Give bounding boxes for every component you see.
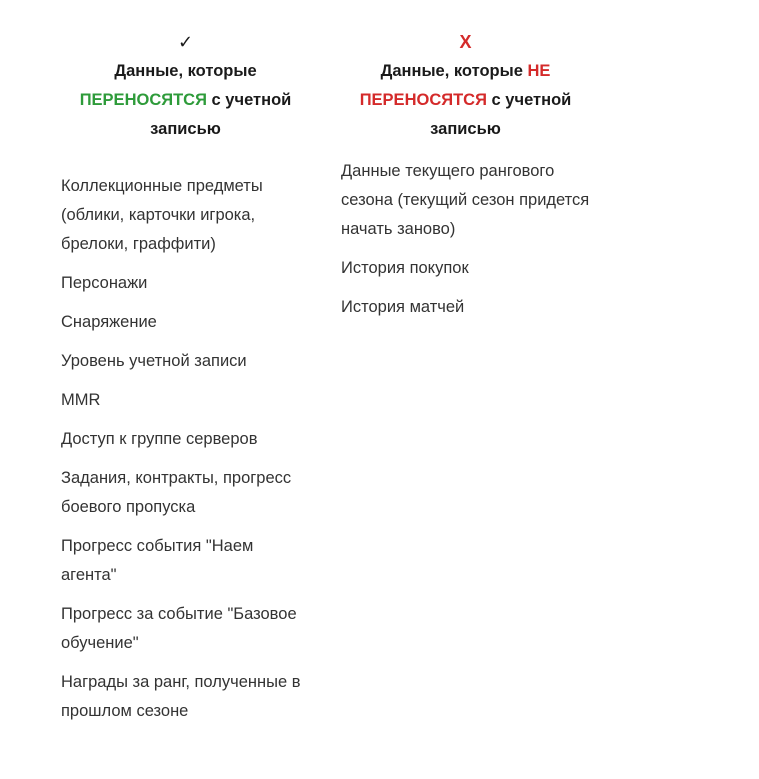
list-item: Прогресс события "Наем агента" [61,537,254,584]
not-transferred-heading-suffix: с учетной записью [430,91,572,138]
not-transferred-heading-highlight: НЕ ПЕРЕНОСЯТСЯ [359,62,551,109]
list-item: История покупок [341,259,469,277]
transferred-heading-prefix: Данные, которые [114,62,257,80]
list-item: Задания, контракты, прогресс боевого пропуска [61,469,292,516]
list-item: Доступ к группе серверов [61,430,258,448]
list-item: Персонажи [61,274,148,292]
list-item: Прогресс за событие "Базовое обучение" [61,605,297,652]
cross-icon: X [459,32,472,52]
transferred-list [61,172,310,726]
list-item: История матчей [341,298,465,316]
transferred-heading-suffix: с учетной записью [150,91,292,138]
transferred-heading [61,28,310,158]
not-transferred-list [341,157,590,322]
transferred-column [44,28,324,736]
list-item: Уровень учетной записи [61,352,247,370]
not-transferred-heading [341,28,590,158]
not-transferred-column [324,28,604,736]
list-item: MMR [61,391,101,409]
not-transferred-heading-prefix: Данные, которые [380,62,523,80]
list-item: Награды за ранг, полученные в прошлом сезоне [61,673,301,720]
list-item: Снаряжение [61,313,157,331]
list-item: Данные текущего рангового сезона (текущий сезон придется начать заново) [341,162,590,238]
list-item: Коллекционные предметы (облики, карточки игрока, брелоки, граффити) [61,177,263,253]
transferred-heading-highlight: ПЕРЕНОСЯТСЯ [79,91,207,109]
transfer-comparison-table [44,28,644,736]
checkmark-icon: ✓ [177,32,194,52]
